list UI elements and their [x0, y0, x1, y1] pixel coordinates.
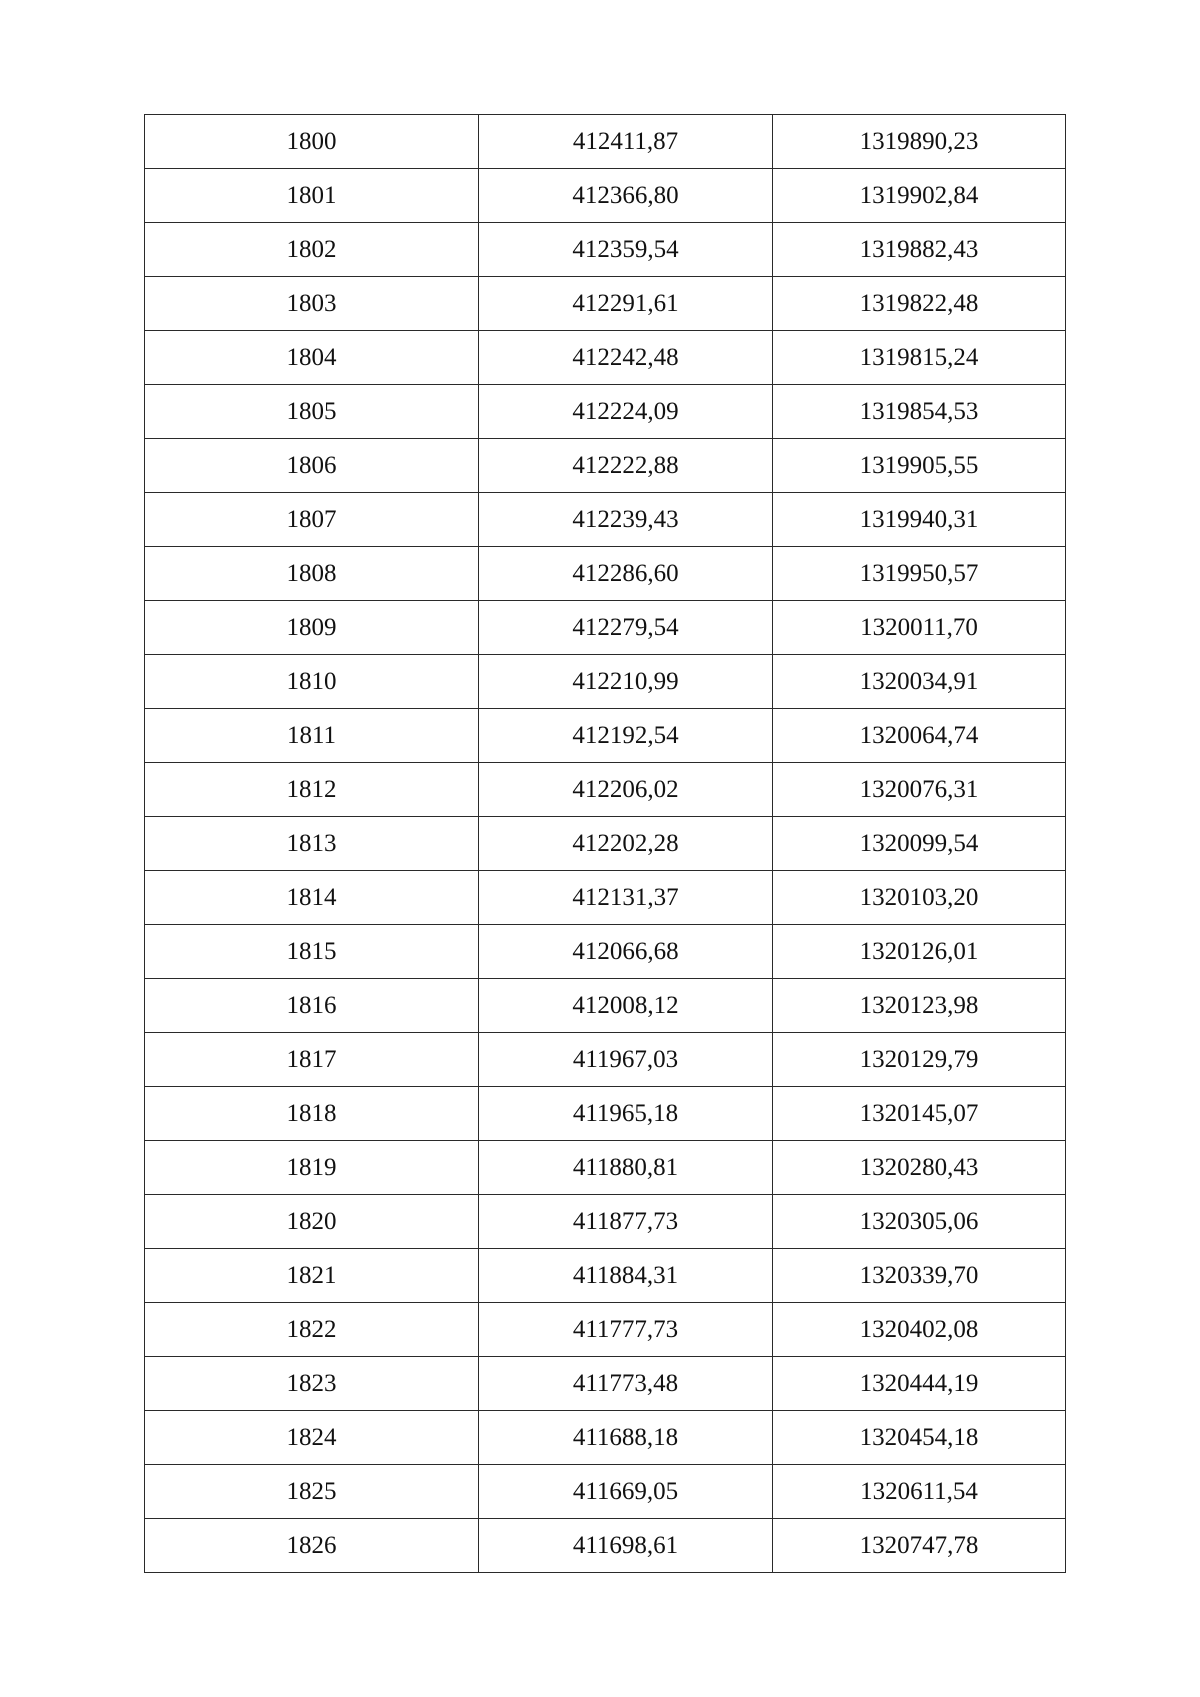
- point-number-cell: 1809: [145, 601, 479, 655]
- table-row: [145, 655, 1066, 709]
- table-row: [145, 1087, 1066, 1141]
- table-row: [145, 817, 1066, 871]
- table-row: [145, 169, 1066, 223]
- table-row: [145, 439, 1066, 493]
- y-coordinate-cell: 1320402,08: [773, 1303, 1066, 1357]
- point-number-cell: 1819: [145, 1141, 479, 1195]
- table-row: [145, 1303, 1066, 1357]
- point-number-cell: 1806: [145, 439, 479, 493]
- point-number-cell: 1807: [145, 493, 479, 547]
- y-coordinate-cell: 1319905,55: [773, 439, 1066, 493]
- coordinates-table: [144, 114, 1066, 1573]
- y-coordinate-cell: 1320011,70: [773, 601, 1066, 655]
- table-row: [145, 223, 1066, 277]
- x-coordinate-cell: 412066,68: [479, 925, 773, 979]
- x-coordinate-cell: 412279,54: [479, 601, 773, 655]
- x-coordinate-cell: 411877,73: [479, 1195, 773, 1249]
- point-number-cell: 1812: [145, 763, 479, 817]
- x-coordinate-cell: 412291,61: [479, 277, 773, 331]
- y-coordinate-cell: 1319902,84: [773, 169, 1066, 223]
- table-row: [145, 385, 1066, 439]
- point-number-cell: 1825: [145, 1465, 479, 1519]
- x-coordinate-cell: 411884,31: [479, 1249, 773, 1303]
- y-coordinate-cell: 1320454,18: [773, 1411, 1066, 1465]
- y-coordinate-cell: 1320145,07: [773, 1087, 1066, 1141]
- point-number-cell: 1802: [145, 223, 479, 277]
- y-coordinate-cell: 1320305,06: [773, 1195, 1066, 1249]
- point-number-cell: 1820: [145, 1195, 479, 1249]
- y-coordinate-cell: 1319950,57: [773, 547, 1066, 601]
- table-row: [145, 1411, 1066, 1465]
- y-coordinate-cell: 1319890,23: [773, 115, 1066, 169]
- point-number-cell: 1803: [145, 277, 479, 331]
- x-coordinate-cell: 412210,99: [479, 655, 773, 709]
- y-coordinate-cell: 1319822,48: [773, 277, 1066, 331]
- x-coordinate-cell: 411773,48: [479, 1357, 773, 1411]
- y-coordinate-cell: 1320076,31: [773, 763, 1066, 817]
- x-coordinate-cell: 411777,73: [479, 1303, 773, 1357]
- point-number-cell: 1814: [145, 871, 479, 925]
- x-coordinate-cell: 412224,09: [479, 385, 773, 439]
- y-coordinate-cell: 1319854,53: [773, 385, 1066, 439]
- x-coordinate-cell: 412222,88: [479, 439, 773, 493]
- x-coordinate-cell: 411880,81: [479, 1141, 773, 1195]
- y-coordinate-cell: 1319940,31: [773, 493, 1066, 547]
- table-row: [145, 1033, 1066, 1087]
- table-row: [145, 547, 1066, 601]
- x-coordinate-cell: 412411,87: [479, 115, 773, 169]
- x-coordinate-cell: 411967,03: [479, 1033, 773, 1087]
- y-coordinate-cell: 1320099,54: [773, 817, 1066, 871]
- y-coordinate-cell: 1320747,78: [773, 1519, 1066, 1573]
- y-coordinate-cell: 1319882,43: [773, 223, 1066, 277]
- table-row: [145, 277, 1066, 331]
- table-row: [145, 925, 1066, 979]
- x-coordinate-cell: 412206,02: [479, 763, 773, 817]
- table-row: [145, 871, 1066, 925]
- point-number-cell: 1817: [145, 1033, 479, 1087]
- y-coordinate-cell: 1320280,43: [773, 1141, 1066, 1195]
- table-row: [145, 1249, 1066, 1303]
- table-row: [145, 115, 1066, 169]
- y-coordinate-cell: 1320103,20: [773, 871, 1066, 925]
- x-coordinate-cell: 412202,28: [479, 817, 773, 871]
- x-coordinate-cell: 412366,80: [479, 169, 773, 223]
- point-number-cell: 1805: [145, 385, 479, 439]
- table-row: [145, 1465, 1066, 1519]
- point-number-cell: 1813: [145, 817, 479, 871]
- y-coordinate-cell: 1320034,91: [773, 655, 1066, 709]
- x-coordinate-cell: 411698,61: [479, 1519, 773, 1573]
- y-coordinate-cell: 1320126,01: [773, 925, 1066, 979]
- table-row: [145, 601, 1066, 655]
- x-coordinate-cell: 411688,18: [479, 1411, 773, 1465]
- x-coordinate-cell: 412242,48: [479, 331, 773, 385]
- x-coordinate-cell: 412239,43: [479, 493, 773, 547]
- x-coordinate-cell: 412359,54: [479, 223, 773, 277]
- table-row: [145, 709, 1066, 763]
- point-number-cell: 1804: [145, 331, 479, 385]
- x-coordinate-cell: 411669,05: [479, 1465, 773, 1519]
- x-coordinate-cell: 412192,54: [479, 709, 773, 763]
- table-row: [145, 763, 1066, 817]
- y-coordinate-cell: 1320444,19: [773, 1357, 1066, 1411]
- point-number-cell: 1815: [145, 925, 479, 979]
- x-coordinate-cell: 412008,12: [479, 979, 773, 1033]
- x-coordinate-cell: 411965,18: [479, 1087, 773, 1141]
- point-number-cell: 1826: [145, 1519, 479, 1573]
- table-row: [145, 1519, 1066, 1573]
- coordinates-table-body: [145, 115, 1066, 1573]
- point-number-cell: 1801: [145, 169, 479, 223]
- x-coordinate-cell: 412131,37: [479, 871, 773, 925]
- table-row: [145, 1141, 1066, 1195]
- point-number-cell: 1800: [145, 115, 479, 169]
- table-row: [145, 493, 1066, 547]
- table-row: [145, 331, 1066, 385]
- point-number-cell: 1816: [145, 979, 479, 1033]
- y-coordinate-cell: 1320064,74: [773, 709, 1066, 763]
- table-row: [145, 979, 1066, 1033]
- y-coordinate-cell: 1320611,54: [773, 1465, 1066, 1519]
- point-number-cell: 1824: [145, 1411, 479, 1465]
- point-number-cell: 1822: [145, 1303, 479, 1357]
- x-coordinate-cell: 412286,60: [479, 547, 773, 601]
- y-coordinate-cell: 1320123,98: [773, 979, 1066, 1033]
- y-coordinate-cell: 1320339,70: [773, 1249, 1066, 1303]
- table-row: [145, 1357, 1066, 1411]
- point-number-cell: 1811: [145, 709, 479, 763]
- point-number-cell: 1818: [145, 1087, 479, 1141]
- table-row: [145, 1195, 1066, 1249]
- point-number-cell: 1808: [145, 547, 479, 601]
- y-coordinate-cell: 1320129,79: [773, 1033, 1066, 1087]
- point-number-cell: 1810: [145, 655, 479, 709]
- y-coordinate-cell: 1319815,24: [773, 331, 1066, 385]
- point-number-cell: 1823: [145, 1357, 479, 1411]
- point-number-cell: 1821: [145, 1249, 479, 1303]
